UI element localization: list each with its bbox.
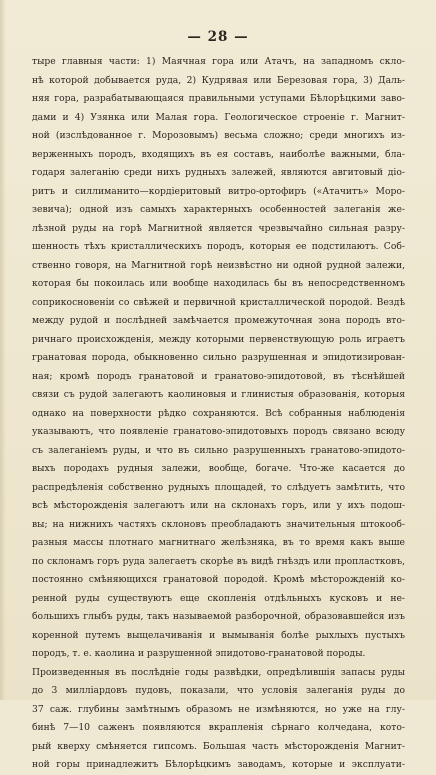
text-line: указываютъ, что появленіе гранатово-эпидотовыхъ породъ связано всюду (32, 426, 405, 437)
body-paragraph (32, 53, 405, 775)
text-line: коренной путемъ выщелачиванія и вымыванія болѣе рыхлыхъ пустыхъ (32, 629, 405, 641)
text-line: бинѣ 7—10 саженъ появляются вкрапленія сѣрнаго колчедана, кото- (32, 722, 405, 733)
text-line: нѣ которой добывается руда, 2) Кудрявая или Березовая гора, 3) Даль- (32, 74, 405, 86)
text-line: ритъ и силлиманито—кордіеритовый витро-ортофиръ («Атачитъ» Моро- (32, 185, 405, 197)
text-line: годаря залеганію среди нихъ рудныхъ залежей, являются авгитовый діо- (32, 167, 405, 178)
text-line: ной горы принадлежитъ Бѣлорѣцкимъ заводамъ, которые и эксплуати- (32, 759, 405, 770)
text-line: съ залеганіемъ руды, и что въ сильно разрушенныхъ гранатово-эпидото- (32, 444, 405, 456)
text-line: по склонамъ горъ руда залегаетъ скорѣе въ видѣ гнѣздъ или пропластковъ, (32, 555, 405, 567)
text-line: шенность тѣхъ кристаллическихъ породъ, которыя ее подстилаютъ. Соб- (32, 241, 405, 252)
text-line: лѣзной руды на горѣ Магнитной является чрезвычайно сильная разру- (32, 222, 405, 234)
text-line: большихъ глыбъ руды, такъ называемой разборочной, образовавшейся изъ (32, 611, 405, 622)
text-line: гранатовая порода, обыкновенно сильно разрушенная и эпидотизирован- (32, 352, 405, 363)
text-line: до 3 милліардовъ пудовъ, показали, что условія залеганія руды до (32, 685, 405, 696)
text-line: породъ, т. е. каолина и разрушенной эпидотово-гранатовой породы. (32, 648, 366, 659)
text-line: ная; кромѣ породъ гранатовой и гранатово-эпидотовой, въ тѣснѣйшей (32, 370, 405, 382)
text-line: ренной руды существуютъ еще скопленія отдѣльныхъ кусковъ и не- (32, 592, 405, 604)
text-line: однако на поверхности рѣдко сохраняются. Всѣ собранныя наблюденія (32, 407, 405, 419)
text-line: разныя массы плотнаго магнитнаго желѣзняка, въ то время какъ выше (32, 537, 405, 548)
text-line: которая бы покоилась или вообще находилась бы въ непосредственномъ (32, 278, 405, 289)
text-line: дами и 4) Узянка или Малая гора. Геологическое строеніе г. Магнит- (32, 111, 405, 123)
text-line: няя гора, разрабатывающаяся правильными уступами Бѣлорѣцкими заво- (32, 93, 405, 104)
page-number: — 28 — (187, 29, 249, 45)
text-line: соприкосновеніи со свѣжей и первичной кристаллической породой. Вездѣ (32, 296, 405, 308)
page-edge-shadow (0, 0, 6, 700)
text-line: Произведенныя въ послѣдніе годы развѣдки, опредѣлившія запасы руды (32, 666, 405, 678)
text-line: постоянно смѣняющихся гранатовой породой. Кромѣ мѣсторожденій ко- (32, 574, 405, 585)
text-line: вы; на нижнихъ частяхъ склоновъ преобладаютъ значительныя штокооб- (32, 518, 405, 530)
text-line: рый кверху смѣняется гипсомъ. Большая часть мѣсторожденія Магнит- (32, 740, 405, 752)
text-line: ричнаго происхожденія, между которыми первенствующую роль играетъ (32, 333, 405, 345)
text-line: распредѣленія собственно рудныхъ площадей, то слѣдуетъ замѣтить, что (32, 481, 405, 493)
text-line: выхъ породахъ рудныя залежи, вообще, богаче. Что-же касается до (32, 463, 405, 474)
text-line: ственно говоря, на Магнитной горѣ неизвѣстно ни одной рудной залежи, (32, 259, 405, 271)
text-line: всѣ мѣсторожденія залегаютъ или на склонахъ горъ, или у ихъ подош- (32, 500, 405, 511)
text-line: между рудой и послѣдней замѣчается промежуточная зона породъ вто- (32, 315, 405, 326)
text-line: верженныхъ породъ, входящихъ въ ея составъ, наиболѣе важными, бла- (32, 148, 405, 160)
text-line: зевича); одной изъ самыхъ характерныхъ особенностей залеганія же- (32, 204, 405, 215)
text-line: связи съ рудой залегаютъ каолиновыя и глинистыя образованія, которыя (32, 389, 405, 400)
text-line: 37 саж. глубины замѣтнымъ образомъ не измѣняются, но уже на глу- (32, 703, 405, 715)
text-line: ной (изслѣдованное г. Морозовымъ) весьма сложно; среди многихъ из- (32, 130, 405, 141)
text-line: тыре главныя части: 1) Маячная гора или Атачъ, на западномъ скло- (32, 56, 405, 67)
